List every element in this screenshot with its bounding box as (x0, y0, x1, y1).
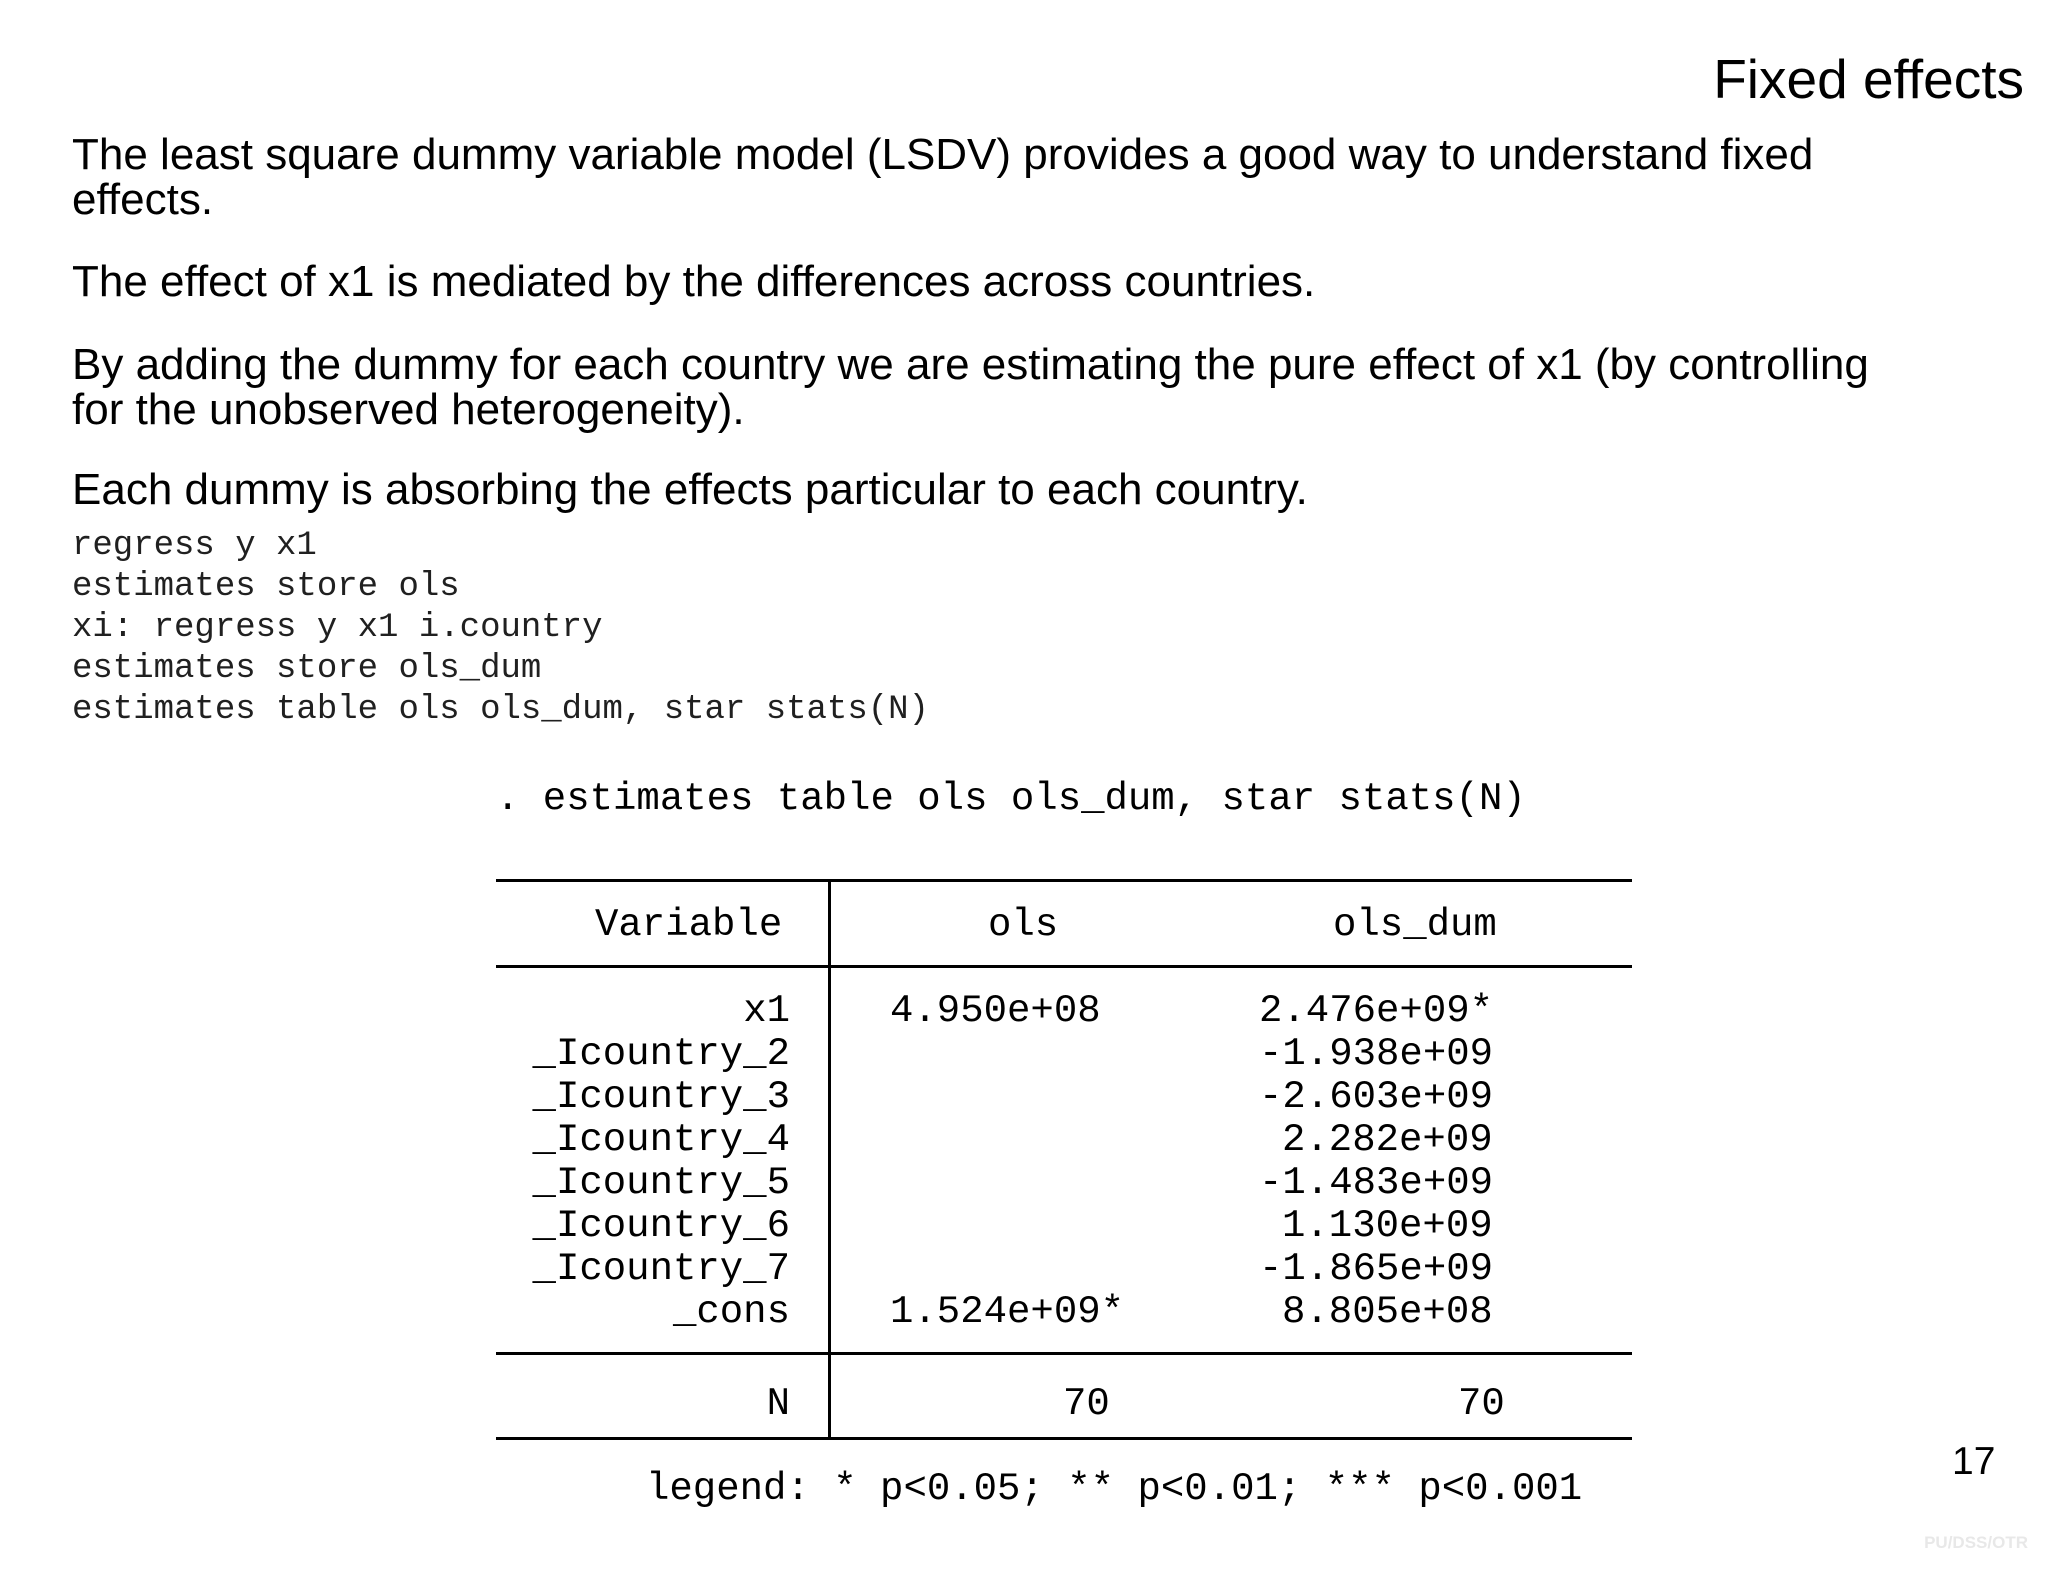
stats-label: N (766, 1382, 790, 1426)
header-ols-dum: ols_dum (1333, 903, 1497, 947)
cell-ols: 1.524e+09* (890, 1290, 1125, 1334)
cell-ols-dum: 1.130e+09 (1282, 1204, 1493, 1248)
stats-ols: 70 (1063, 1382, 1110, 1426)
cell-ols-dum: 2.282e+09 (1282, 1118, 1493, 1162)
code-line: xi: regress y x1 i.country (72, 609, 603, 647)
column-divider (828, 879, 831, 1439)
row-var: _cons (672, 1290, 790, 1334)
header-rule (496, 965, 1632, 968)
stats-rule (496, 1352, 1632, 1355)
code-line: estimates table ols ols_dum, star stats(N) (72, 691, 929, 729)
dummy-paragraph: By adding the dummy for each country we are estimating the pure effect of x1 (by controlling for the unobserved heterogeneity). (72, 340, 1869, 434)
cell-ols-dum: -1.483e+09 (1259, 1161, 1494, 1205)
cell-ols-dum: -2.603e+09 (1259, 1075, 1494, 1119)
mediation-paragraph: The effect of x1 is mediated by the differences across countries. (72, 257, 1316, 306)
table-top-rule (496, 879, 1632, 882)
row-var: _Icountry_6 (532, 1204, 790, 1248)
slide-title: Fixed effects (1713, 48, 2024, 110)
cell-ols-dum: -1.865e+09 (1259, 1247, 1494, 1291)
row-var: x1 (743, 989, 790, 1033)
watermark: PU/DSS/OTR (1924, 1533, 2028, 1552)
cell-ols-dum: 8.805e+08 (1282, 1290, 1493, 1334)
code-line: estimates store ols (72, 568, 460, 606)
cell-ols-dum: 2.476e+09* (1259, 989, 1494, 1033)
row-var: _Icountry_2 (532, 1032, 790, 1076)
stata-code-block (72, 526, 929, 731)
header-ols: ols (988, 903, 1059, 947)
stats-ols-dum: 70 (1458, 1382, 1505, 1426)
row-var: _Icountry_4 (532, 1118, 790, 1162)
absorbing-paragraph: Each dummy is absorbing the effects particular to each country. (72, 465, 1308, 514)
row-var: _Icountry_7 (532, 1247, 790, 1291)
output-command: . estimates table ols ols_dum, star stats(N) (496, 777, 1526, 821)
significance-legend: legend: * p<0.05; ** p<0.01; *** p<0.001 (646, 1467, 1583, 1511)
cell-ols-dum: -1.938e+09 (1259, 1032, 1494, 1076)
code-line: regress y x1 (72, 527, 317, 565)
header-variable: Variable (595, 903, 783, 947)
intro-paragraph: The least square dummy variable model (LSDV) provides a good way to understand fixed effects. (72, 130, 1814, 224)
page-number: 17 (1952, 1440, 1996, 1483)
row-var: _Icountry_3 (532, 1075, 790, 1119)
code-line: estimates store ols_dum (72, 650, 542, 688)
row-var: _Icountry_5 (532, 1161, 790, 1205)
table-bottom-rule (496, 1437, 1632, 1440)
cell-ols: 4.950e+08 (890, 989, 1101, 1033)
